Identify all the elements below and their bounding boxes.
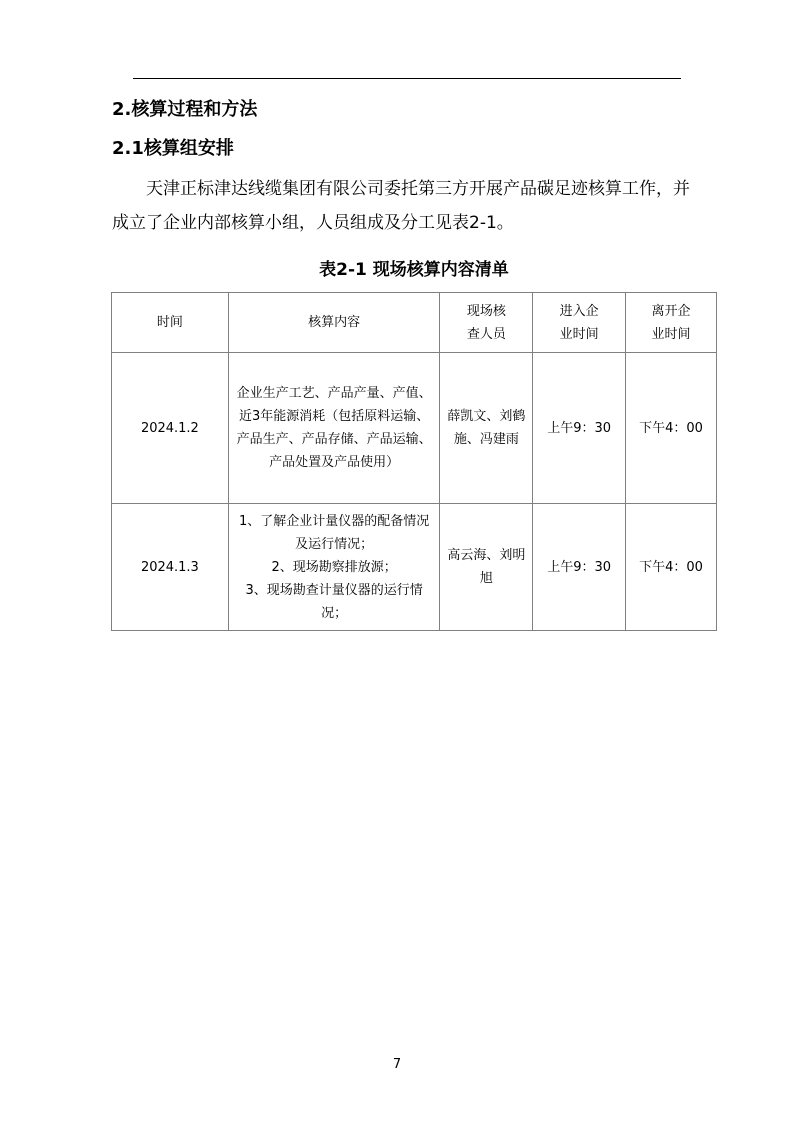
cell-date: 2024.1.3 <box>112 504 229 631</box>
cell-enter-time: 上午9：30 <box>533 504 626 631</box>
cell-staff: 高云海、刘明 旭 <box>440 504 533 631</box>
table-row <box>112 353 717 504</box>
header-enter-time: 进入企 业时间 <box>533 293 626 353</box>
cell-content: 1、了解企业计量仪器的配备情况 及运行情况； 2、现场勘察排放源； 3、现场勘查计量仪器的运行情 况； <box>228 504 440 631</box>
paragraph-text: 天津正标津达线缆集团有限公司委托第三方开展产品碳足迹核算工作，并成立了企业内部核算小组，人员组成及分工见表2-1。 <box>112 179 690 233</box>
table-row <box>112 504 717 631</box>
cell-content: 企业生产工艺、产品产量、产值、 近3年能源消耗（包括原料运输、 产品生产、产品存储、产品运输、 产品处置及产品使用） <box>228 353 440 504</box>
table-caption: 表2-1 现场核算内容清单 <box>319 260 509 280</box>
section-heading: 2.核算过程和方法 <box>112 99 258 120</box>
subsection-heading: 2.1核算组安排 <box>112 138 234 159</box>
page-number: 7 <box>392 1057 402 1072</box>
cell-leave-time: 下午4：00 <box>626 353 717 504</box>
header-time: 时间 <box>112 293 229 353</box>
cell-staff: 薛凯文、刘鹤 施、冯建雨 <box>440 353 533 504</box>
cell-leave-time: 下午4：00 <box>626 504 717 631</box>
body-paragraph <box>112 172 700 240</box>
table-header-row <box>112 293 717 353</box>
cell-date: 2024.1.2 <box>112 353 229 504</box>
cell-enter-time: 上午9：30 <box>533 353 626 504</box>
header-content: 核算内容 <box>228 293 440 353</box>
header-staff: 现场核 查人员 <box>440 293 533 353</box>
header-leave-time: 离开企 业时间 <box>626 293 717 353</box>
onsite-audit-table <box>111 292 717 631</box>
header-rule <box>133 78 681 79</box>
